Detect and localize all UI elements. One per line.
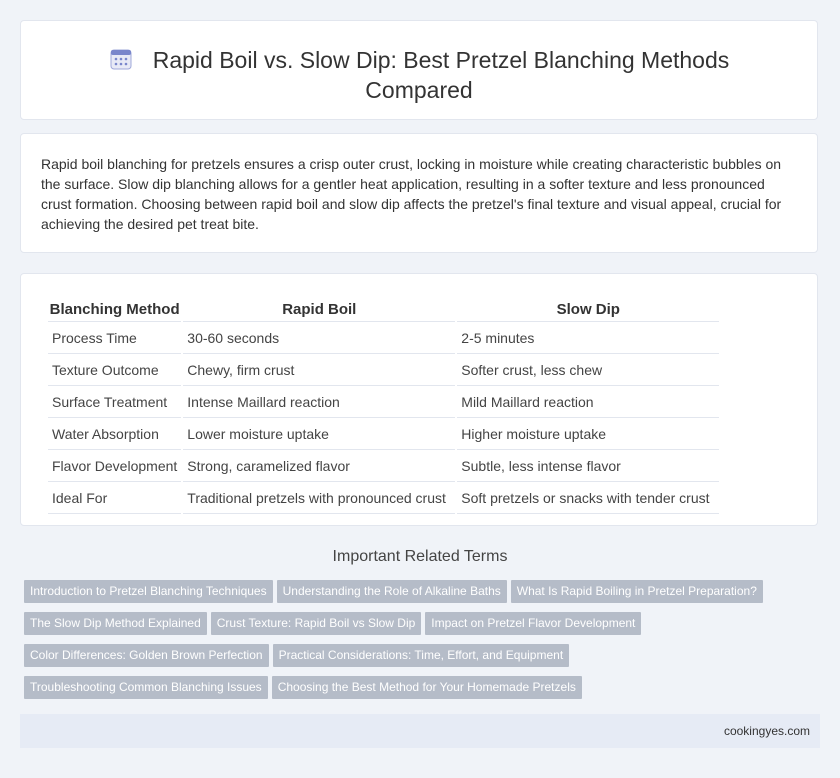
site-name[interactable]: cookingyes.com [723, 724, 810, 738]
row-label: Surface Treatment [48, 388, 181, 418]
related-term-tag[interactable]: What Is Rapid Boiling in Pretzel Preparation? [511, 580, 763, 603]
related-term-tag[interactable]: Understanding the Role of Alkaline Baths [277, 580, 507, 603]
row-label: Ideal For [48, 484, 181, 514]
rapid-boil-cell: Traditional pretzels with pronounced crust [183, 484, 455, 514]
related-term-tag[interactable]: Troubleshooting Common Blanching Issues [24, 676, 268, 699]
footer [20, 714, 820, 748]
rapid-boil-cell: Strong, caramelized flavor [183, 452, 455, 482]
table-row [48, 484, 719, 514]
rapid-boil-cell: 30-60 seconds [183, 324, 455, 354]
row-label: Process Time [48, 324, 181, 354]
slow-dip-cell: 2-5 minutes [457, 324, 719, 354]
header-method: Blanching Method [48, 295, 181, 322]
header-slow-dip: Slow Dip [457, 295, 719, 322]
comparison-card [20, 273, 818, 526]
slow-dip-cell: Subtle, less intense flavor [457, 452, 719, 482]
related-term-tag[interactable]: Practical Considerations: Time, Effort, and Equipment [273, 644, 570, 667]
related-terms-title: Important Related Terms [332, 548, 508, 565]
header-rapid-boil: Rapid Boil [183, 295, 455, 322]
row-label: Texture Outcome [48, 356, 181, 386]
title-card [20, 20, 818, 120]
related-term-tag[interactable]: Crust Texture: Rapid Boil vs Slow Dip [211, 612, 422, 635]
rapid-boil-cell: Lower moisture uptake [183, 420, 455, 450]
table-row [48, 356, 719, 386]
page-title-wrap [21, 45, 817, 105]
table-row [48, 420, 719, 450]
related-term-tag[interactable]: Choosing the Best Method for Your Homemade Pretzels [272, 676, 582, 699]
page-title: Rapid Boil vs. Slow Dip: Best Pretzel Blanching Methods Compared [152, 47, 730, 103]
slow-dip-cell: Soft pretzels or snacks with tender crust [457, 484, 719, 514]
table-header-row [48, 295, 719, 322]
related-term-tag[interactable]: Color Differences: Golden Brown Perfection [24, 644, 269, 667]
table-row [48, 324, 719, 354]
intro-paragraph: Rapid boil blanching for pretzels ensures a crisp outer crust, locking in moisture while creating characteristic bubbles on the surface. Slow dip blanching allows for a gentler heat application, resulting in a softer texture and less pronounced crust formation. Choosing between rapid boil and slow dip affects the pretzel's final texture and visual appeal, crucial for achieving the desired pet treat bite. [41, 156, 782, 232]
related-terms-list [24, 580, 814, 708]
intro-card [20, 133, 818, 253]
slow-dip-cell: Softer crust, less chew [457, 356, 719, 386]
row-label: Flavor Development [48, 452, 181, 482]
related-term-tag[interactable]: Introduction to Pretzel Blanching Techniques [24, 580, 273, 603]
comparison-table [46, 293, 721, 516]
slow-dip-cell: Mild Maillard reaction [457, 388, 719, 418]
related-term-tag[interactable]: The Slow Dip Method Explained [24, 612, 207, 635]
table-row [48, 388, 719, 418]
slow-dip-cell: Higher moisture uptake [457, 420, 719, 450]
calendar-icon [109, 47, 133, 71]
related-term-tag[interactable]: Impact on Pretzel Flavor Development [425, 612, 641, 635]
table-row [48, 452, 719, 482]
rapid-boil-cell: Chewy, firm crust [183, 356, 455, 386]
rapid-boil-cell: Intense Maillard reaction [183, 388, 455, 418]
row-label: Water Absorption [48, 420, 181, 450]
